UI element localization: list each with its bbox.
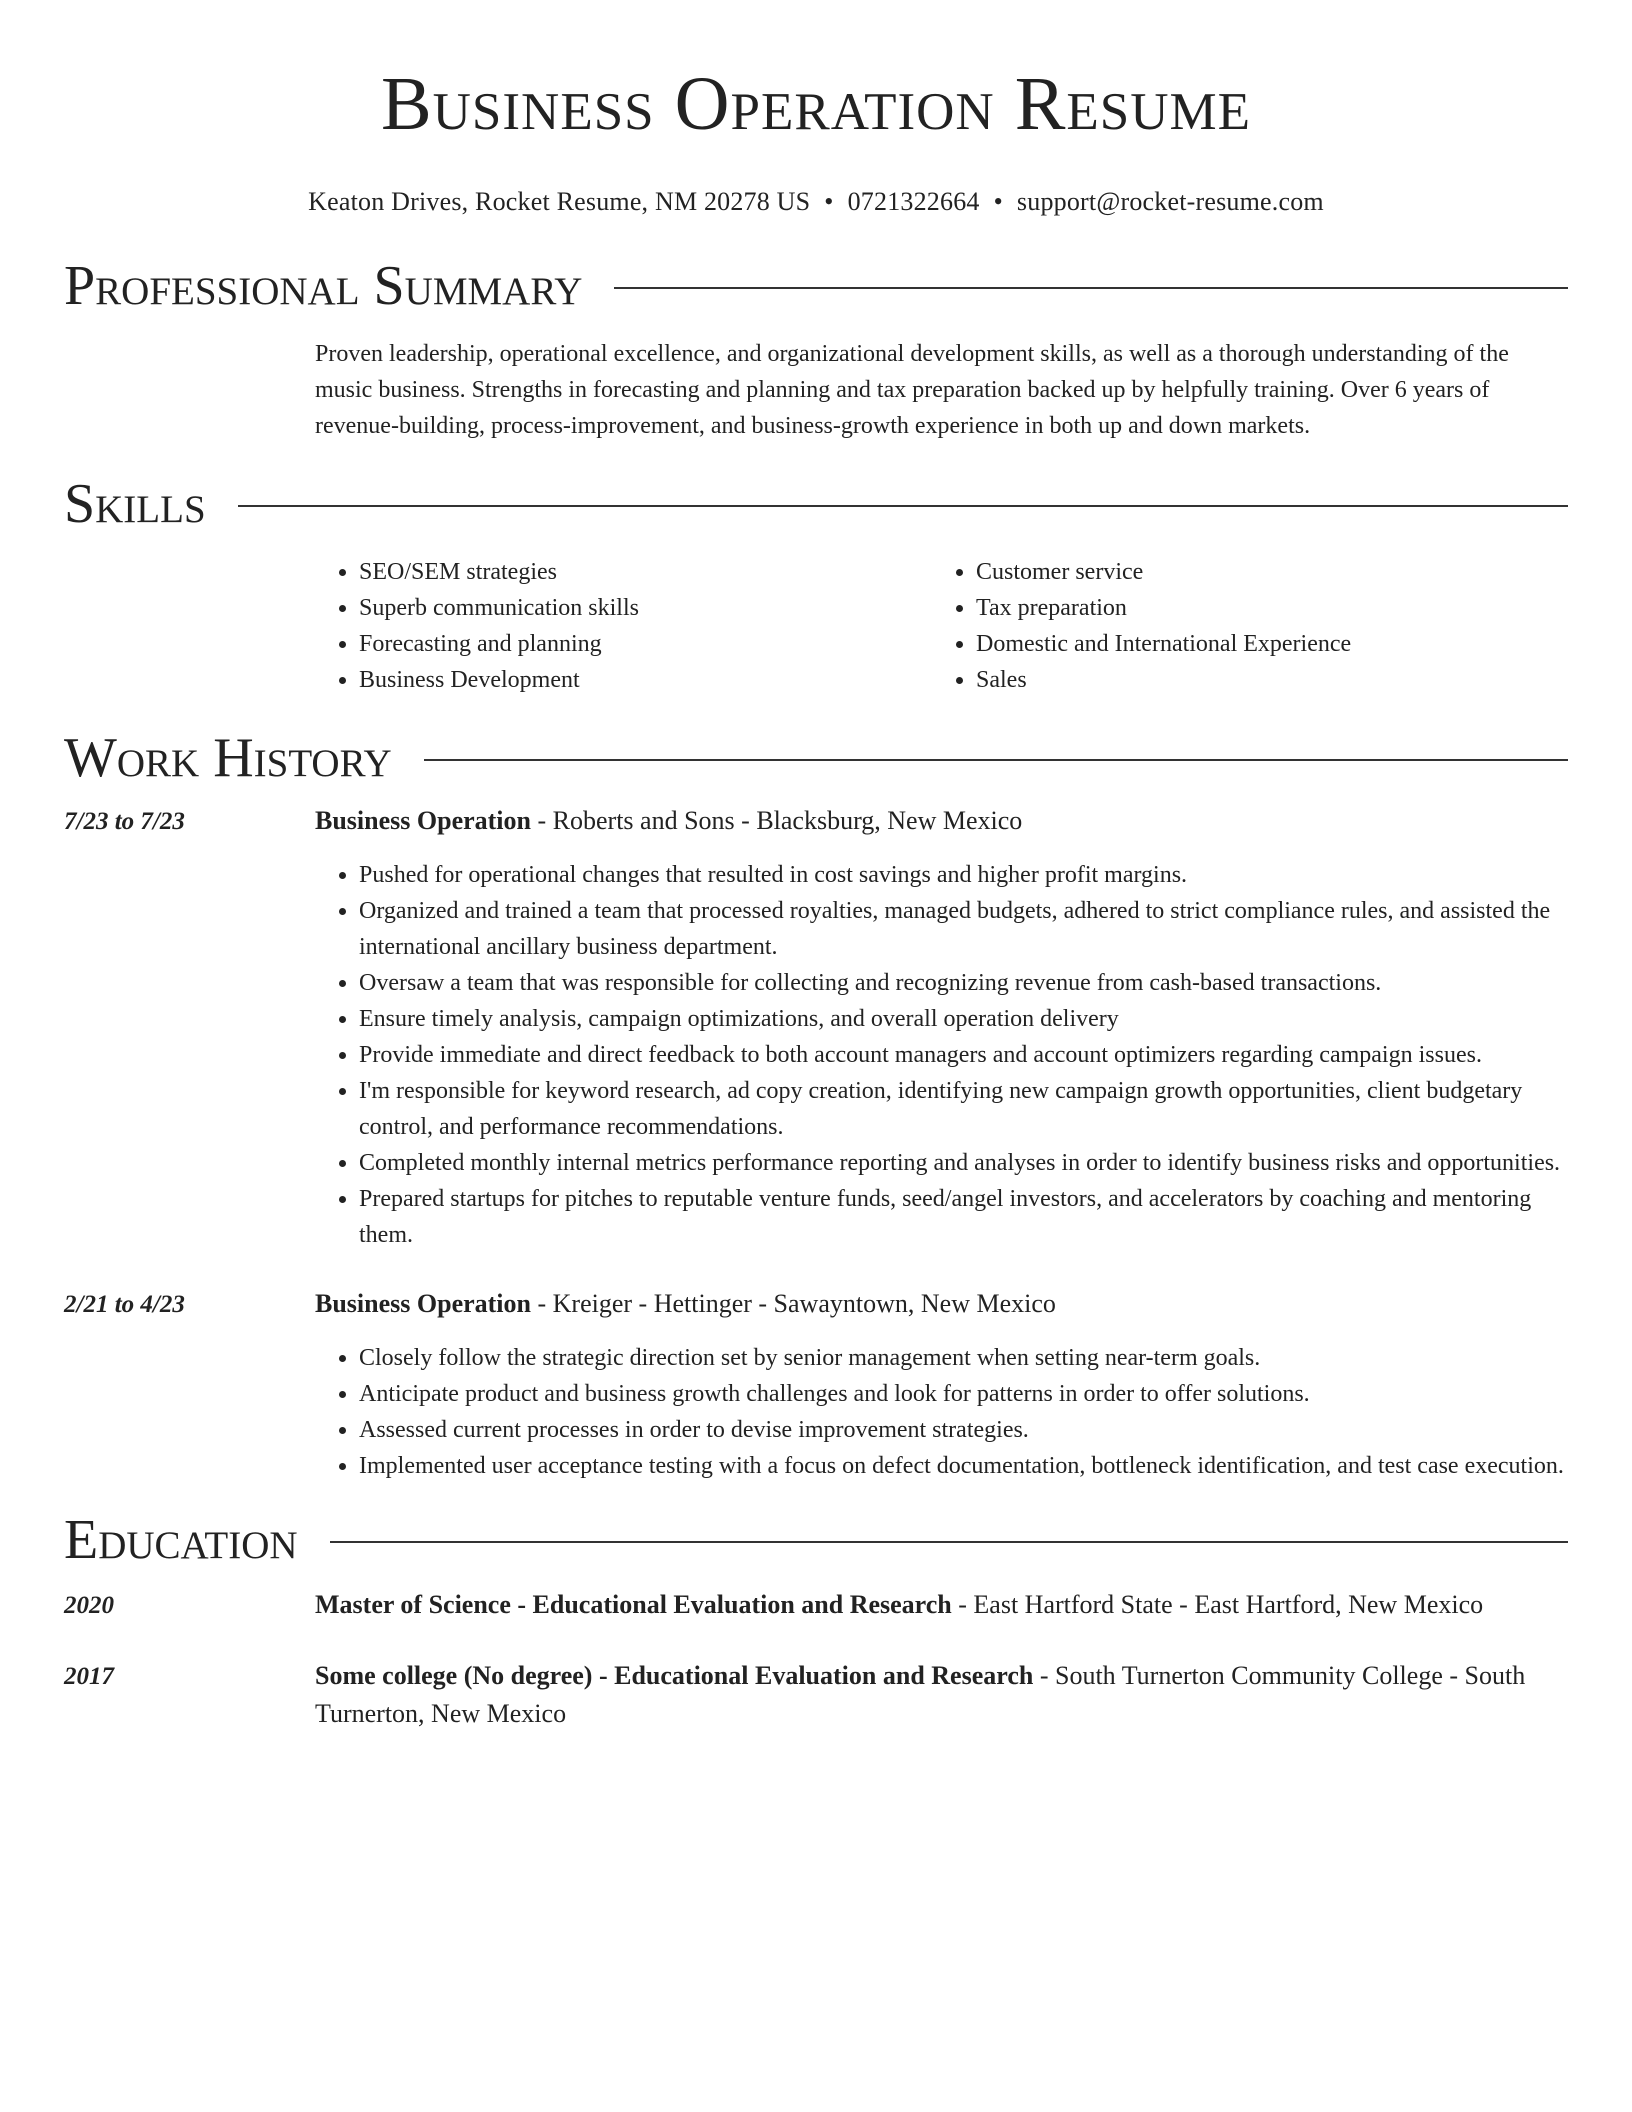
job-bullet: • Organized and trained a team that processed royalties, managed budgets, adhered to strict compliance rules, and assisted the international ancillary business department. bbox=[359, 893, 1568, 965]
section-divider bbox=[424, 759, 1568, 761]
education-section-header bbox=[64, 1506, 1568, 1574]
phone: 0721322664 bbox=[847, 187, 980, 216]
skills-list bbox=[315, 554, 1568, 698]
job-dates: 7/23 to 7/23 bbox=[64, 808, 185, 835]
education-year: 2017 bbox=[64, 1663, 114, 1690]
job-bullet: • Implemented user acceptance testing with a focus on defect documentation, bottleneck identification, and test case execution. bbox=[359, 1448, 1568, 1484]
skill-item: • Domestic and International Experience bbox=[976, 626, 1549, 662]
job-bullet: • Oversaw a team that was responsible for collecting and recognizing revenue from cash-based transactions. bbox=[359, 965, 1568, 1001]
skill-item: • Customer service bbox=[976, 554, 1549, 590]
skill-item: • Sales bbox=[976, 662, 1549, 698]
education-heading-line bbox=[315, 1586, 1568, 1624]
education-entry bbox=[64, 1586, 1568, 1625]
job-bullet: • Pushed for operational changes that resulted in cost savings and higher profit margins. bbox=[359, 857, 1568, 893]
education-details: - East Hartford State - East Hartford, New Mexico bbox=[951, 1590, 1484, 1619]
contact-line bbox=[64, 186, 1568, 218]
education-degree: Master of Science - Educational Evaluation and Research bbox=[315, 1590, 952, 1619]
education-year: 2020 bbox=[64, 1592, 114, 1619]
job-title: Business Operation bbox=[315, 806, 531, 835]
education-degree: Some college (No degree) - Educational Evaluation and Research bbox=[315, 1661, 1034, 1690]
job-dates: 2/21 to 4/23 bbox=[64, 1291, 185, 1318]
job-bullet: • Provide immediate and direct feedback to both account managers and account optimizers regarding campaign issues. bbox=[359, 1037, 1568, 1073]
job-details: - Kreiger - Hettinger - Sawayntown, New Mexico bbox=[531, 1289, 1056, 1318]
job-entry bbox=[64, 1285, 1568, 1484]
work-heading: Work History bbox=[64, 727, 392, 789]
skills-column-right bbox=[932, 554, 1549, 698]
education-heading: Education bbox=[64, 1509, 298, 1571]
section-divider bbox=[614, 287, 1568, 289]
skill-item: • SEO/SEM strategies bbox=[359, 554, 932, 590]
contact-separator: • bbox=[824, 187, 834, 216]
resume-title: Business Operation Resume bbox=[380, 62, 1252, 146]
job-title: Business Operation bbox=[315, 1289, 531, 1318]
skills-heading: Skills bbox=[64, 473, 206, 535]
skill-item: • Superb communication skills bbox=[359, 590, 932, 626]
job-header bbox=[64, 802, 1568, 841]
job-bullet: • Completed monthly internal metrics performance reporting and analyses in order to identify business risks and opportunities. bbox=[359, 1145, 1568, 1181]
contact-separator: • bbox=[993, 187, 1003, 216]
skills-section-header bbox=[64, 470, 1568, 538]
job-details: - Roberts and Sons - Blacksburg, New Mexico bbox=[531, 806, 1023, 835]
work-section-header bbox=[64, 724, 1568, 792]
job-header bbox=[64, 1285, 1568, 1324]
education-details: - South Turnerton Community College - South Turnerton, New Mexico bbox=[315, 1661, 1526, 1728]
job-bullet: • Ensure timely analysis, campaign optimizations, and overall operation delivery bbox=[359, 1001, 1568, 1037]
skill-item: • Forecasting and planning bbox=[359, 626, 932, 662]
summary-section-header bbox=[64, 252, 1568, 320]
job-heading bbox=[315, 1285, 1568, 1323]
job-bullet: • Assessed current processes in order to devise improvement strategies. bbox=[359, 1412, 1568, 1448]
skills-column-left bbox=[315, 554, 932, 698]
job-bullet: • I'm responsible for keyword research, ad copy creation, identifying new campaign growth opportunities, client budgetary control, and performance recommendations. bbox=[359, 1073, 1568, 1145]
job-bullet: • Prepared startups for pitches to reputable venture funds, seed/angel investors, and accelerators by coaching and mentoring them. bbox=[359, 1181, 1568, 1253]
summary-heading: Professional Summary bbox=[64, 255, 583, 317]
skill-item: • Tax preparation bbox=[976, 590, 1549, 626]
email: support@rocket-resume.com bbox=[1016, 187, 1324, 216]
education-heading-line bbox=[315, 1657, 1568, 1733]
job-entry bbox=[64, 802, 1568, 1253]
job-heading bbox=[315, 802, 1568, 840]
education-entry bbox=[64, 1657, 1568, 1733]
summary-text: Proven leadership, operational excellence, and organizational development skills, as well as a thorough understanding of the music business. Strengths in forecasting and planning and tax preparation backed up by helpfully training. Over 6 years of revenue-building, process-improvement, and business-growth experience in both up and down markets. bbox=[315, 341, 1509, 439]
job-bullets bbox=[315, 857, 1568, 1253]
job-bullet: • Anticipate product and business growth challenges and look for patterns in order to offer solutions. bbox=[359, 1376, 1568, 1412]
address: Keaton Drives, Rocket Resume, NM 20278 US bbox=[308, 187, 811, 216]
section-divider bbox=[238, 505, 1568, 507]
section-divider bbox=[330, 1541, 1568, 1543]
job-bullet: • Closely follow the strategic direction set by senior management when setting near-term goals. bbox=[359, 1340, 1568, 1376]
job-bullets bbox=[315, 1340, 1568, 1484]
skill-item: • Business Development bbox=[359, 662, 932, 698]
